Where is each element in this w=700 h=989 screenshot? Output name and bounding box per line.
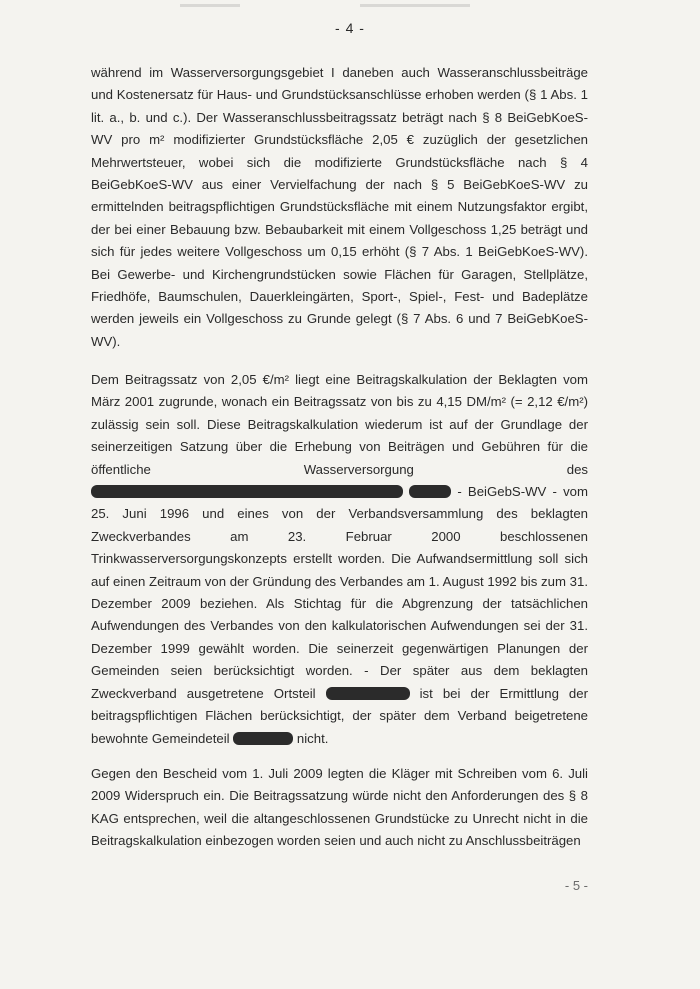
redaction-bar	[409, 485, 451, 498]
paragraph-3	[91, 763, 588, 853]
paragraph-3-text: Gegen den Bescheid vom 1. Juli 2009 legten die Kläger mit Schreiben vom 6. Juli 2009 Widerspruch ein. Die Beitragssatzung würde nicht den Anforderungen des § 8 KAG entsprechen, weil die altangeschlossenen Grundstücke zu Unrecht nicht in die Beitragskalkulation einbezogen worden seien und auch nicht zu Anschlussbeiträgen	[91, 766, 588, 849]
page-number: - 4 -	[335, 20, 365, 36]
paragraph-1	[91, 62, 588, 353]
faded-header-residue	[160, 4, 480, 12]
paragraph-2-text-a: Dem Beitragssatz von 2,05 €/m² liegt eine Beitragskalkulation der Beklagten vom März 2001 zugrunde, wonach ein Beitragssatz von bis zu 4,15 DM/m² (= 2,12 €/m²) zulässig sein soll. Diese Beitragskalkulation wiederum ist auf der Grundlage der seinerzeitigen Satzung über die Erhebung von Beiträgen und Gebühren für die öffentliche Wasserversorgung des	[91, 372, 588, 477]
continuation-marker: - 5 -	[564, 878, 588, 893]
redaction-bar	[233, 732, 293, 745]
paragraph-1-text: während im Wasserversorgungsgebiet I daneben auch Wasseranschlussbeiträge und Kostenersatz für Haus- und Grundstücksanschlüsse erhoben werden (§ 1 Abs. 1 lit. a., b. und c.). Der Wasseranschlussbeitragssatz beträgt nach § 8 BeiGebKoeS-WV pro m² modifizierter Grundstücksfläche 2,05 € zuzüglich der gesetzlichen Mehrwertsteuer, wobei sich die modifizierte Grundstücksfläche nach § 4 BeiGebKoeS-WV aus einer Vervielfachung der nach § 5 BeiGebKoeS-WV zu ermittelnden beitragspflichtigen Grundstücksfläche mit einem Nutzungsfaktor ergibt, der bei einer Bebauung bzw. Bebaubarkeit mit einem Vollgeschoss 1,25 beträgt und sich für jedes weitere Vollgeschoss um 0,15 erhöht (§ 7 Abs. 1 BeiGebKoeS-WV). Bei Gewerbe- und Kirchengrundstücken sowie Flächen für Garagen, Stellplätze, Friedhöfe, Baumschulen, Dauerkleingärten, Sport-, Spiel-, Fest- und Badeplätze werden jeweils ein Vollgeschoss zu Grunde gelegt (§ 7 Abs. 6 und 7 BeiGebKoeS-WV).	[91, 65, 588, 349]
paragraph-2-text-d: nicht.	[293, 730, 329, 746]
paragraph-2	[91, 369, 588, 750]
redaction-bar	[326, 687, 410, 700]
paragraph-2-text-c: ist bei der Ermittlung der beitragspflichtigen Flächen berücksichtigt, der später dem Verband beigetretene bewohnte Gemeindeteil	[91, 685, 588, 746]
paragraph-2-text-b: - BeiGebS-WV - vom 25. Juni 1996 und eines von der Verbandsversammlung des beklagten Zweckverbandes am 23. Februar 2000 beschlossenen Trinkwasserversorgungskonzepts erstellt worden. Die Aufwandsermittlung soll sich auf einen Zeitraum von der Gründung des Verbandes am 1. August 1992 bis zum 31. Dezember 2009 beziehen. Als Stichtag für die Abgrenzung der tatsächlichen Aufwendungen des Verbandes von den kalkulatorischen Aufwendungen sei der 31. Dezember 1999 gewählt worden. Die seinerzeit gegenwärtigen Planungen der Gemeinden seien berücksichtigt worden. - Der später aus dem beklagten Zweckverband ausgetretene Ortsteil	[91, 484, 588, 701]
redaction-bar	[91, 485, 403, 498]
